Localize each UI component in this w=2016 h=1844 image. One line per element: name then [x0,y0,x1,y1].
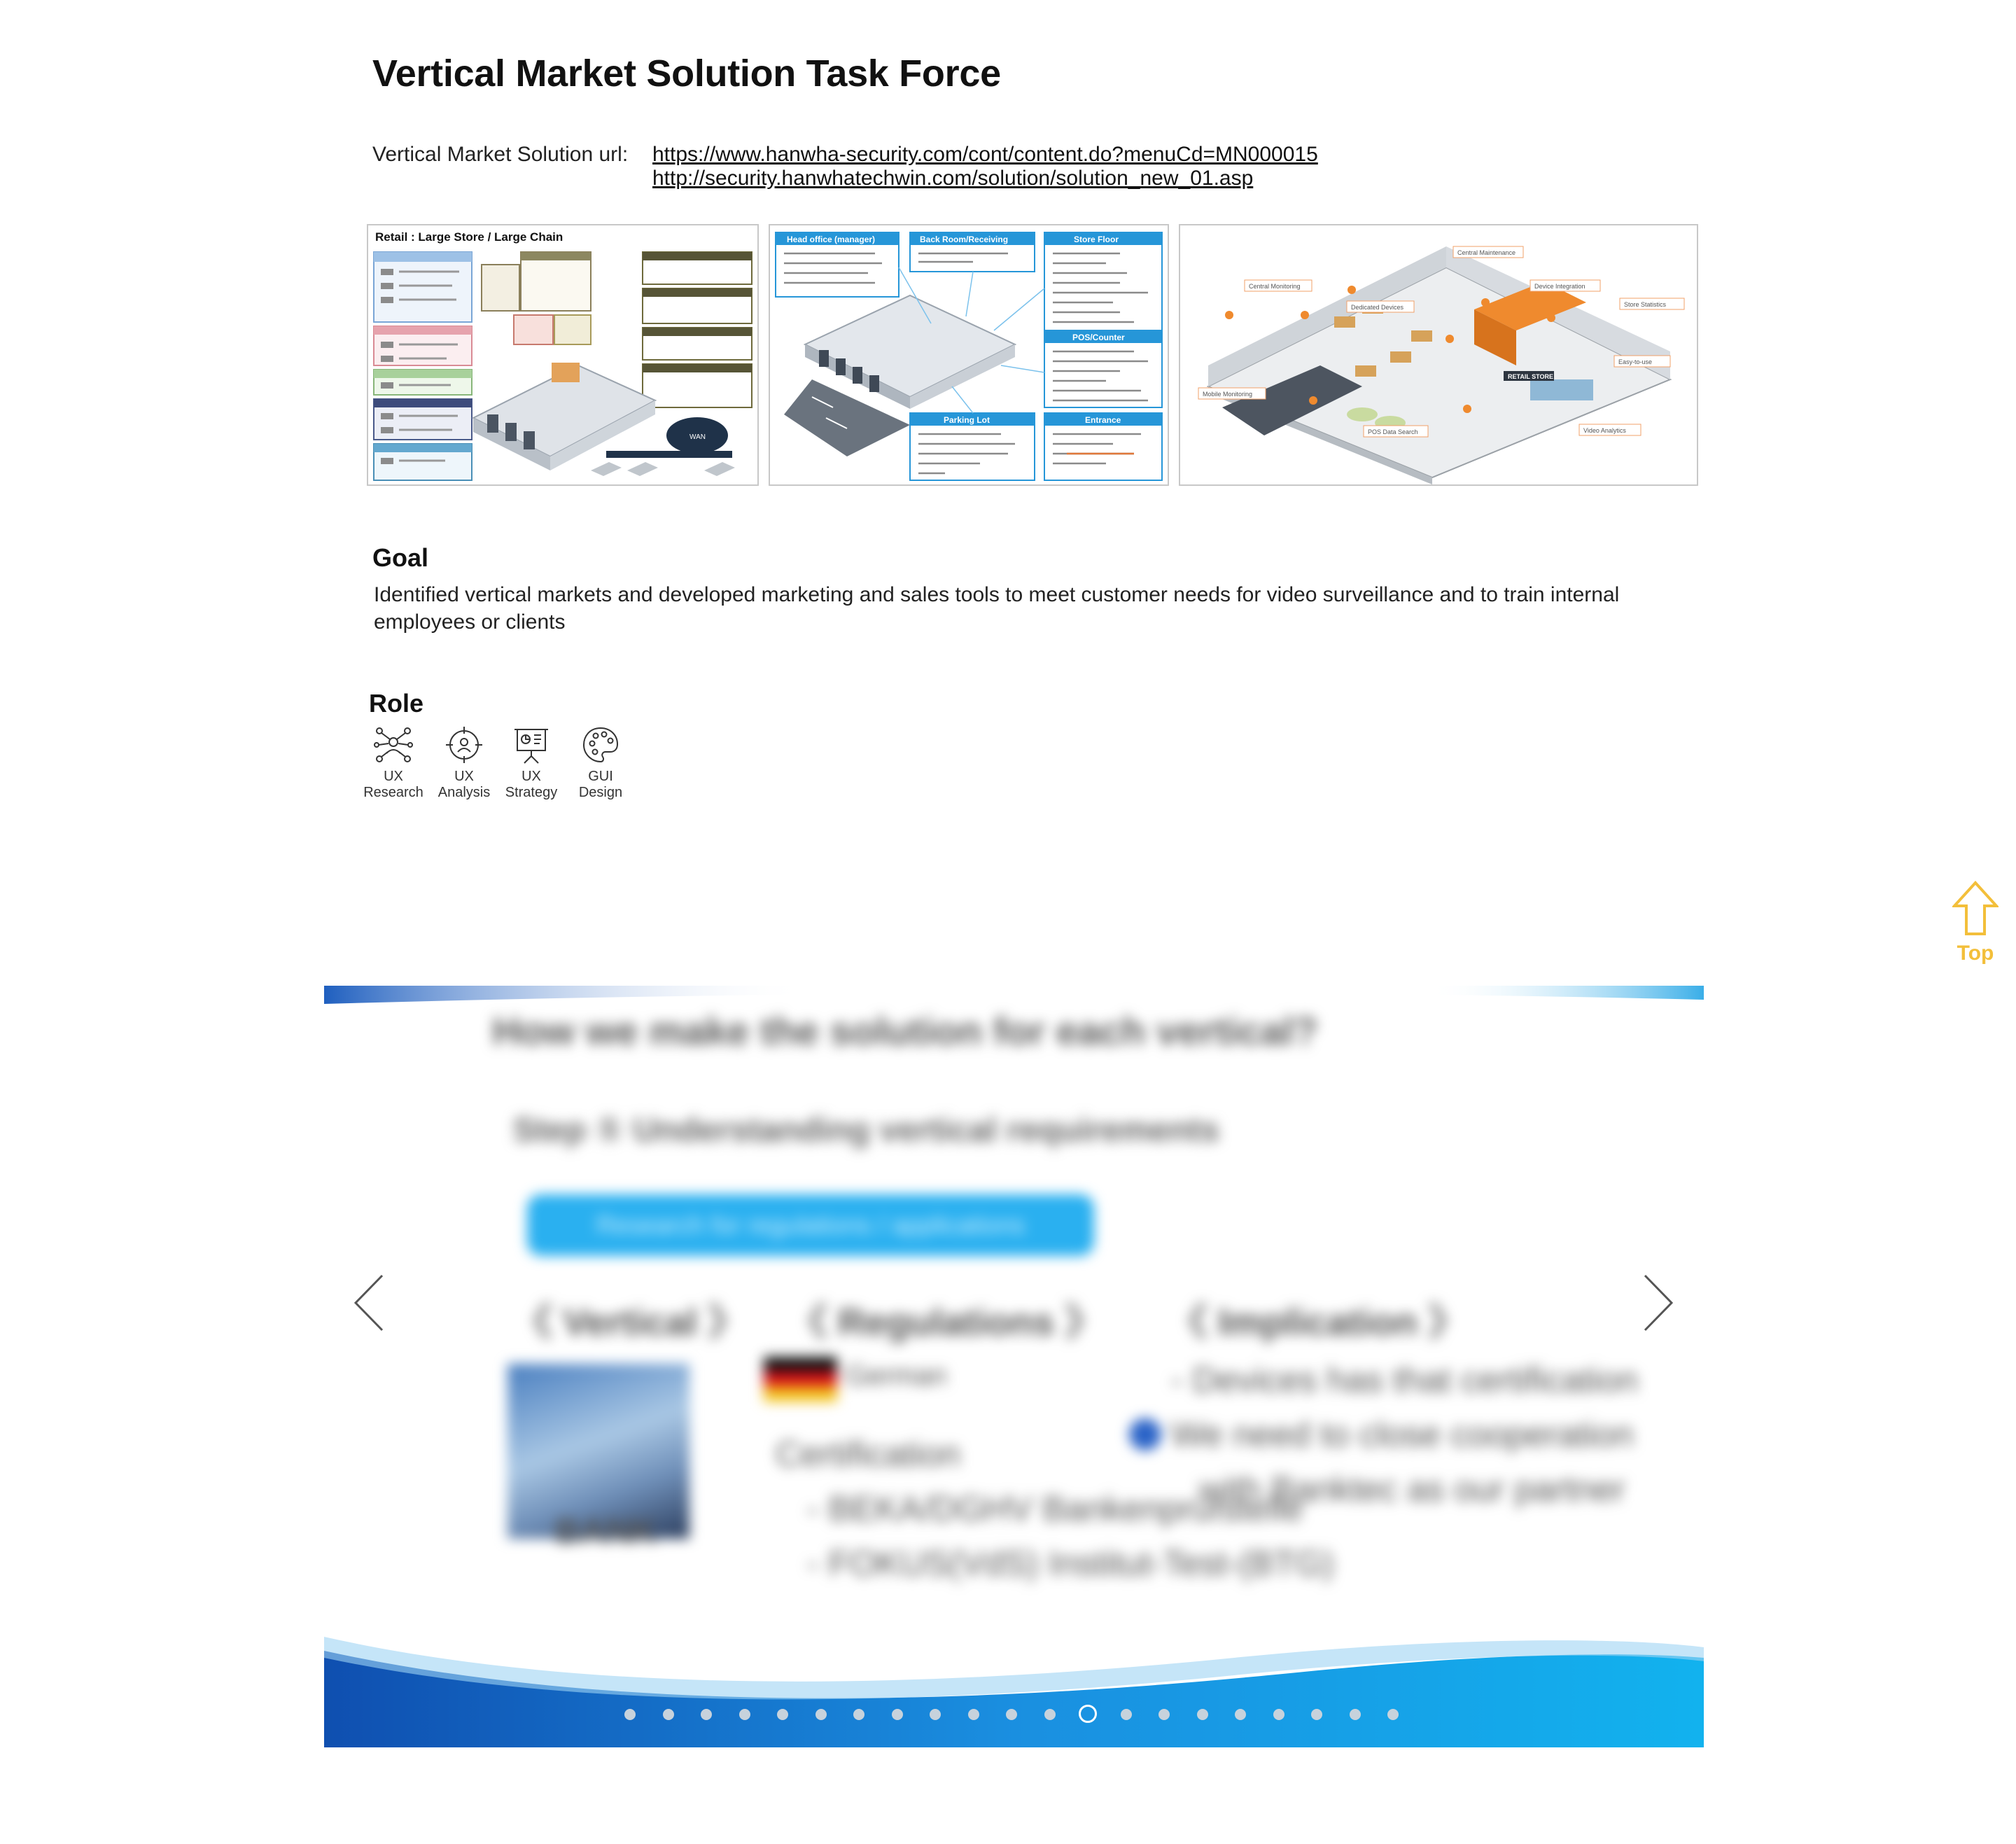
store-statistics-label: Store Statistics [1624,301,1667,308]
slider-dot[interactable] [1121,1709,1132,1720]
slide-photo-caption: BANK [555,1511,657,1551]
slider-dot[interactable] [663,1709,674,1720]
device-integration-label: Device Integration [1534,283,1586,290]
slider-dot[interactable] [1197,1709,1208,1720]
slide-certification: Certification [776,1434,960,1474]
store-areas-svg [770,225,1168,484]
image-slider[interactable] [324,986,1704,1747]
slide-impl-3: with Banktec as our partner [1199,1469,1625,1509]
url-label: Vertical Market Solution url: [372,143,629,166]
central-monitoring-label: Central Monitoring [1249,283,1301,290]
role-label-line1: UX [454,769,474,784]
slider-dot-active[interactable] [1079,1705,1097,1723]
role-label-line1: GUI [588,769,613,784]
role-label-line1: UX [384,769,403,784]
palette-icon [581,725,620,764]
slider-prev-button[interactable] [350,1271,392,1334]
head-office-label: Head office (manager) [787,235,876,244]
pos-counter-label: POS/Counter [1072,333,1125,342]
svg-text:WAN: WAN [690,433,706,441]
retail-diagram-image[interactable] [367,224,759,486]
slider-dot[interactable] [1235,1709,1246,1720]
slider-dot[interactable] [777,1709,788,1720]
slider-dot[interactable] [1044,1709,1056,1720]
role-ux-analysis [426,725,503,801]
video-analytics-label: Video Analytics [1583,427,1626,434]
slide-content [324,986,1704,1747]
slider-dot[interactable] [624,1709,636,1720]
store-areas-diagram-image[interactable] [769,224,1169,486]
role-ux-strategy [493,725,570,801]
pos-data-search-label: POS Data Search [1368,428,1418,435]
slider-dot[interactable] [1006,1709,1017,1720]
slider-dot[interactable] [739,1709,750,1720]
parking-lot-label: Parking Lot [944,415,990,425]
slide-title: How we make the solution for each vertical? [492,1009,1318,1053]
slider-dot[interactable] [816,1709,827,1720]
role-label-line1: UX [522,769,541,784]
store-floor-label: Store Floor [1074,235,1119,244]
network-icon [374,725,413,764]
slider-dot[interactable] [1387,1709,1399,1720]
slide-impl-2: We need to close cooperation [1171,1415,1634,1454]
dedicated-devices-label: Dedicated Devices [1351,304,1404,311]
role-gui-design [562,725,639,801]
slider-dot[interactable] [1350,1709,1361,1720]
slide-pill: Research for regulations / applications [527,1194,1094,1256]
goal-text: Identified vertical markets and developed marketing and sales tools to meet customer needs for video surveillance and to train internal employees or clients [374,583,1620,634]
slider-dot[interactable] [853,1709,864,1720]
scroll-top-label: Top [1956,942,1994,965]
slider-dot[interactable] [1273,1709,1284,1720]
arrow-up-icon [1952,881,1998,937]
slider-dot[interactable] [930,1709,941,1720]
chevron-left-icon [350,1271,392,1334]
slider-dot[interactable] [1311,1709,1322,1720]
slide-bullet-dot [1129,1418,1161,1451]
slide-cert-item-2: - FOKUS(VdS) Institut-Test-(BTG) [807,1544,1334,1583]
slide-col-vertical: 《 Vertical 》 [514,1301,746,1343]
role-heading: Role [369,689,424,718]
germany-flag-icon [764,1357,837,1402]
solution-link-1[interactable]: https://www.hanwha-security.com/cont/content.do?menuCd=MN000015 [652,143,1318,166]
slider-dot[interactable] [968,1709,979,1720]
presentation-board-icon [512,725,551,764]
entrance-label: Entrance [1085,415,1121,425]
solution-link-2[interactable]: http://security.hanwhatechwin.com/solution/solution_new_01.asp [652,167,1254,190]
scroll-top-button[interactable] [1950,881,2001,965]
slider-dot[interactable] [1158,1709,1170,1720]
slide-cert-item-1: - BEKA/DGHV Bankenprüfstelle [807,1489,1303,1528]
back-room-label: Back Room/Receiving [920,235,1009,244]
goal-heading: Goal [372,543,429,572]
retail-store-svg [1180,225,1697,484]
page-title: Vertical Market Solution Task Force [372,53,1001,95]
role-label-line2: Strategy [505,785,558,800]
slide-step: Step ① Understanding vertical requirements [513,1112,1219,1149]
slide-impl-1: - Devices has that certification [1171,1360,1638,1399]
retail-store-illustration[interactable] [1179,224,1698,486]
role-label-line2: Research [363,785,424,800]
slider-next-button[interactable] [1635,1271,1677,1334]
mobile-monitoring-label: Mobile Monitoring [1203,391,1253,398]
retail-diagram-svg [368,225,757,484]
slider-pagination [0,1701,2016,1729]
role-label-line2: Design [578,785,623,800]
central-maintenance-label: Central Maintenance [1457,249,1516,256]
chevron-right-icon [1635,1271,1677,1334]
slider-dot[interactable] [701,1709,712,1720]
role-label-line2: Analysis [438,785,491,800]
slide-col-implication: 《 Implication 》 [1170,1301,1466,1343]
slider-dot[interactable] [892,1709,903,1720]
role-ux-research [355,725,432,801]
slide-country: German [846,1360,947,1391]
easy-to-use-label: Easy-to-use [1618,358,1653,365]
retail-store-sign: RETAIL STORE [1508,373,1554,380]
slide-col-regulations: 《 Regulations 》 [790,1301,1103,1343]
retail-diagram-title: Retail : Large Store / Large Chain [375,230,564,244]
target-person-icon [444,725,484,764]
